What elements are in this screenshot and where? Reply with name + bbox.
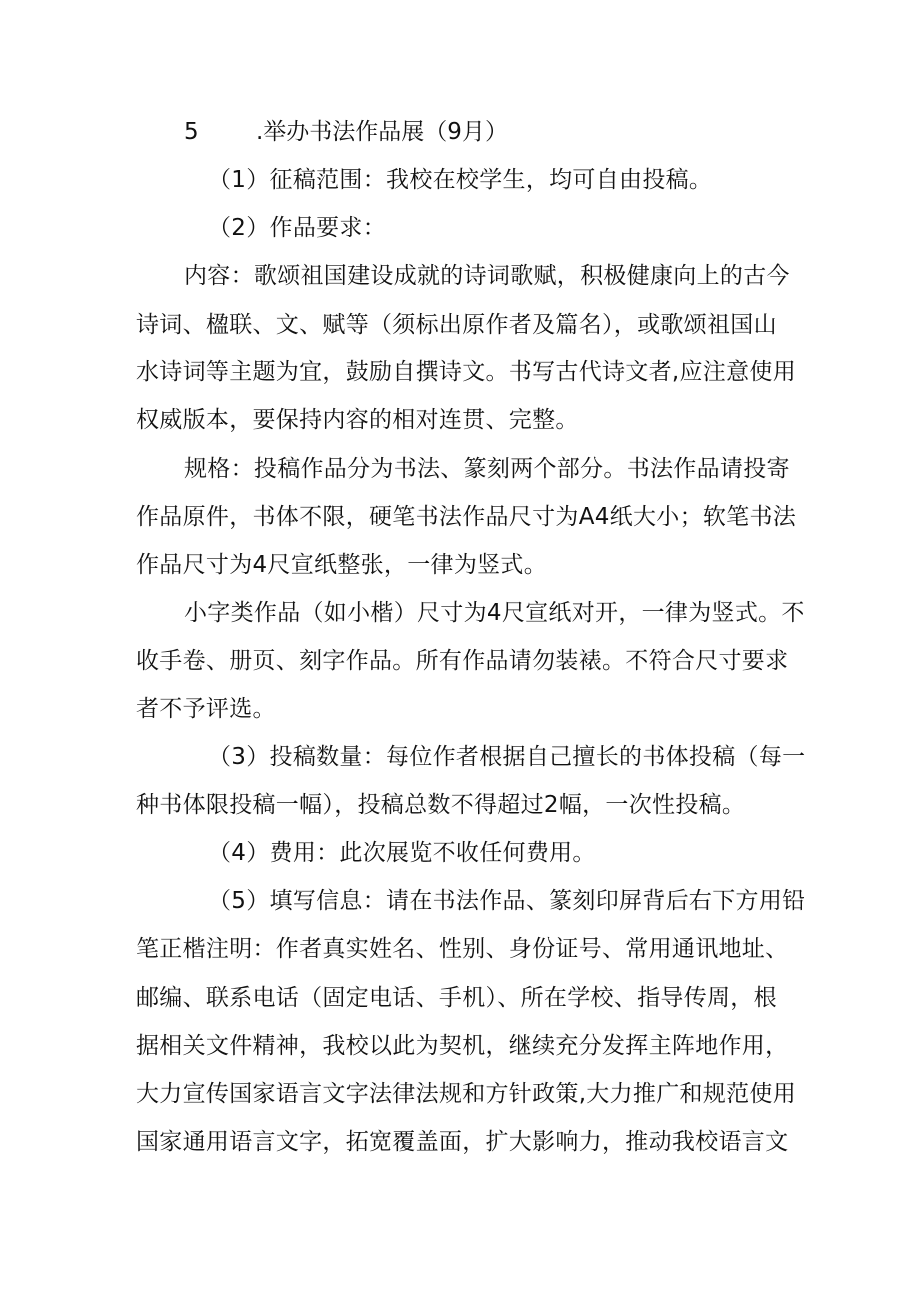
paragraph-line: 者不予评选。 [136,696,276,722]
paragraph-line: （5）填写信息：请在书法作品、篆刻印屏背后右下方用铅 [208,888,806,914]
paragraph-line: 作品尺寸为4尺宣纸整张，一律为竖式。 [136,552,548,578]
paragraph-line: 内容：歌颂祖国建设成就的诗词歌赋，积极健康向上的古今 [184,263,790,289]
paragraph-line: 诗词、楹联、文、赋等（须标出原作者及篇名），或歌颂祖国山 [136,312,777,338]
paragraph-line: 小字类作品（如小楷）尺寸为4尺宣纸对开，一律为竖式。不 [184,600,805,626]
paragraph-line: （2）作品要求： [208,215,387,241]
paragraph-line: 国家通用语言文字，拓宽覆盖面，扩大影响力，推动我校语言文 [136,1129,789,1155]
section-heading: .举办书法作品展（9月） [256,119,508,145]
paragraph-line: （1）征稿范围：我校在校学生，均可自由投稿。 [208,167,713,193]
paragraph-line: 邮编、联系电话（固定电话、手机）、所在学校、指导传周，根 [136,985,777,1011]
paragraph-line: 据相关文件精神，我校以此为契机，继续充分发挥主阵地作用， [136,1033,789,1059]
paragraph-line: 权威版本，要保持内容的相对连贯、完整。 [136,407,579,433]
paragraph-line: （3）投稿数量：每位作者根据自己擅长的书体投稿（每一 [208,744,806,770]
section-number: 5 [184,119,199,145]
paragraph-line: （4）费用：此次展览不收任何费用。 [208,840,596,866]
paragraph-line: 种书体限投稿一幅），投稿总数不得超过2幅，一次性投稿。 [136,792,746,818]
paragraph-line: 大力宣传国家语言文字法律法规和方针政策,大力推广和规范使用 [136,1081,797,1107]
paragraph-line: 笔正楷注明：作者真实姓名、性别、身份证号、常用通讯地址、 [136,936,789,962]
paragraph-line: 规格：投稿作品分为书法、篆刻两个部分。书法作品请投寄 [184,456,790,482]
paragraph-line: 收手卷、册页、刻字作品。所有作品请勿装裱。不符合尺寸要求 [136,648,789,674]
paragraph-line: 作品原件，书体不限，硬笔书法作品尺寸为A4纸大小；软笔书法 [136,504,797,530]
paragraph-line: 水诗词等主题为宜，鼓励自撰诗文。书写古代诗文者,应注意使用 [136,359,797,385]
